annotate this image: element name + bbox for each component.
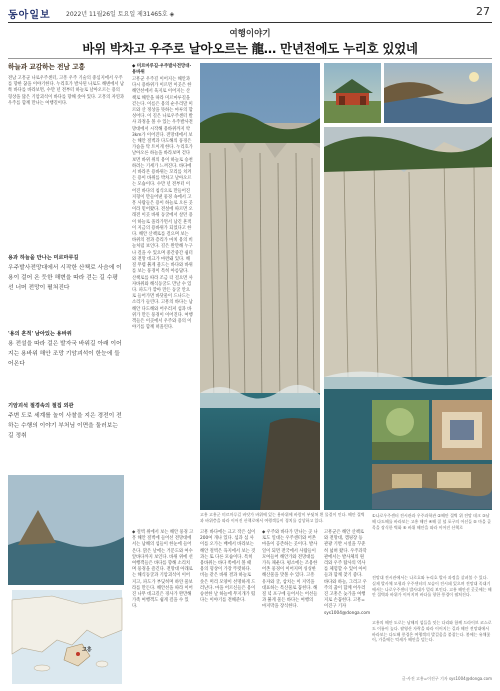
sidebar-block2-text: 용 전설을 따라 걸은 발자국 바위길 아래 이어지는 용바위 해안 조망 기암괴석이 한눈에 들어온다 xyxy=(8,341,122,367)
small-photo-3 xyxy=(372,464,492,509)
small-photo-3-illustration xyxy=(372,464,492,509)
coast-illustration xyxy=(384,63,492,123)
sidebar-block1-text: 우주발사전망대에서 시작한 산책로 사슴에 이 용이 걸어 온 듯한 해변을 따라 걷는 길 수평선 너머 전망이 펼쳐진다 xyxy=(8,265,122,291)
main-photo-illustration xyxy=(200,63,320,510)
article-col2-text: 고흥군 우주길 이어지는 해안과 다시 용바위가 이르면 이곳은 한 해안선에서 육지로 이어지는 산책로 해안을 따라 미르마루길을 걷는다. 이름은 용의 순우리말 미르와 산 정상을 뜻하는 마루의 합성어다. 이 길은 나로우주센터 발사 과정을 볼 수 있는 우주발사전망대에서 시작해 용바위까지 약 3km가 이어진다. 전망대에서 보는 해안 절벽과 다도해의 풍경은 가슴을 탁 트이게 한다. 누리호가 날아오른 하늘을 바라보며 걷다 보면 바위 위의 용이 하늘로 승천하려는 기세가 느껴진다. 바다에서 바라본 용바위는 꼬리를 치켜든 용이 바위를 박차고 날아오르는 모습이다. 수만 년 전부터 이어진 바다의 침식으로 만들어진 지형이 만들어낸 풍경 속에서 고흥 사람들은 용이 하늘로 오른 곳이라 믿어왔다. 전설에 따르면 오래전 이곳 바위 동굴에서 살던 용이 하늘로 올라가면서 남긴 흔적이 지금의 용바위가 되었다고 한다. 해안 산책로를 걸으며 보는 바위의 결과 층리가 마치 용의 비늘처럼 보인다. 길은 완만해 누구나 걸을 수 있으며 중간중간 쉼터와 전망 데크가 마련돼 있다. 해 질 무렵 붉게 물드는 바다와 바위를 보는 풍경이 특히 아름답다. 산책로를 따라 조금 더 걸으면 사자바위와 해식동굴도 만날 수 있다. 파도가 깎아 만든 동굴 안으로 들어가면 바닷물이 드나드는 소리가 들린다. 고흥의 바다는 남해안 다도해와 어우러져 섬과 바위가 만든 풍경이 이어진다. 여행객들은 이곳에서 우주와 용의 이야기를 함께 떠올린다. xyxy=(132,77,193,331)
bottom-column-2: 고흥 바다에는 크고 작은 섬이 200여 개나 있다. 섬과 섬 사이를 오가는 배에서 바라보는 해안 절벽은 육지에서 보는 것과는 또 다른 모습이다. 특히 용바위는 바다 쪽에서 볼 때 용의 형상이 가장 뚜렷하다. 비늘 같은 바위 결과 하늘로 솟은 머리 모양이 선명하게 드러난다. 마을 어르신들은 용이 승천한 날 하늘에 무지개가 떴다는 이야기를 전해준다. xyxy=(200,530,256,604)
sidebar-block3-heading: 기암괴석 절경속의 절집 외관 xyxy=(8,403,74,409)
masthead xyxy=(8,5,492,21)
sidebar-block1-heading: 용과 하늘을 만나는 미르마루길 xyxy=(8,255,79,261)
top-rule xyxy=(8,22,492,23)
sidebar-intro: 전남 고흥군 나로우주센터, 고흥 우주 기술의 중심지에서 우주를 향한 꿈을 이야기한다. 누리호가 발사된 나로도 해변에서 남쪽 바다를 바라보면, 수만 년 전부터 하늘로 날아오르는 용의 형상을 닮은 기암괴석이 바다를 향해 솟아 있다. 고흥의 자연과 우주를 함께 만나는 여행길이다. xyxy=(8,76,125,106)
bottom-column-4: 고흥군은 해안 산책로와 전망대, 캠핑장 등 관광 기반 시설을 꾸준히 넓혀 왔다. 우주과학관에서는 발사체의 원리와 우주 탐사의 역사를 체험할 수 있어 아이들과 함께 찾기 좋다. 바다와 하늘, 그리고 우주의 꿈이 함께 어우러진 고흥은 늦가을 여행지로 손꼽힌다. 고흥=이진구 기자 sys1004@donga.com xyxy=(324,530,371,616)
article-column-2 xyxy=(132,63,194,331)
sidebar-photo-illustration xyxy=(8,475,124,585)
sidebar-title: 하늘과 교감하는 전남 고흥 xyxy=(8,63,85,71)
map-illustration xyxy=(12,590,122,684)
sidebar-block3-text: 주변 도로 세계를 놀이 사찰을 지은 경전이 전하는 수행의 이야기 부처님 이면을 둘러보는 길 정취 xyxy=(8,413,122,439)
temple-illustration xyxy=(324,63,381,123)
byline-footer: 글·사진 고흥=이진구 기자 sys1004@donga.com xyxy=(401,676,492,681)
bottom-column-1: ◆ 절벽 위에서 보는 해안 풍경 고흥 해안 절벽에 들어선 전망대에서는 남해의 섬들이 한눈에 들어온다. 맑은 날에는 거문도와 여수 앞바다까지 보인다. 바위 위에 선 여행객들은 바다를 향해 소리치며 풍경을 즐긴다. 전망대 아래로는 해식동굴과 기암괴석이 이어지고, 파도가 부딪히며 하얀 물보라를 만든다. 해안선을 따라 이어진 나무 데크길은 경사가 완만해 가족 여행객도 쉽게 걸을 수 있다. xyxy=(132,530,194,610)
sidebar-block2-heading: '용의 흔적' 남아있는 용바위 xyxy=(8,331,72,337)
bottom-column-3: ◆ 우주와 바다가 만나는 곳 나로도 일대는 우주센터와 어촌 마을이 공존하는 곳이다. 발사일이 되면 전국에서 사람들이 모여들어 해안가와 전망대를 가득 채운다. 평소에는 조용한 어촌 풍경이 이어지며 싱싱한 해산물을 맛볼 수 있다. 고흥 유자와 굴, 삼치는 이 지역을 대표하는 특산물로 꼽힌다. 해 질 녘 포구에 들어서는 어선들과 붉게 물든 바다는 여행의 마지막을 장식한다. xyxy=(262,530,318,610)
col4-text: 고흥의 해안 도로는 남해의 섬들을 잇는 다리와 함께 드라이브 코스로도 이름이 높다. 팔영산 자락을 따라 이어지는 길과 해안 전망대에서 바라보는 다도해 풍경은 여행객의 발걸음을 붙잡는다. 봄에는 유채꽃이, 가을에는 억새가 해안을 덮는다. xyxy=(372,620,492,643)
article-subhead: ◆ 미르마루길·우주발사전망대·용바위 xyxy=(132,64,192,75)
sidebar-block-2 xyxy=(8,330,123,396)
map-label: 고흥 xyxy=(82,647,92,653)
small-photo-1-illustration xyxy=(372,400,429,460)
sidebar-title-block xyxy=(8,63,125,135)
small-photo-2-illustration xyxy=(432,400,492,460)
sidebar-block-3 xyxy=(8,402,123,468)
headline: 바위 박차고 우주로 날아오르는 龍… 만년전에도 누리호 있었네 xyxy=(82,41,418,56)
small-photo-1 xyxy=(372,400,429,460)
page-number: 27 xyxy=(476,5,490,18)
sidebar-photo xyxy=(8,475,124,585)
region-map xyxy=(12,590,122,684)
col3-text: 전망대 전시관에서는 나로호와 누리호 발사 과정을 살펴볼 수 있다. 실제 발사체 모형과 우주센터의 모습이 전시돼 있으며 전망대 꼭대기에서는 나로우주센터 발사대가 멀리 보인다. 고흥 해안선 곳곳에는 해안 절벽과 바위가 이어지며 바다를 향한 풍경이 펼쳐진다. xyxy=(372,575,492,598)
main-photo xyxy=(200,63,320,510)
section-title: 여행이야기 xyxy=(229,29,271,39)
dateline: 2022년 11월26일 토요일 제31465호 ◈ xyxy=(66,11,175,18)
coast-view-photo xyxy=(384,63,492,123)
temple-photo xyxy=(324,63,381,123)
newspaper-logo: 동아일보 xyxy=(8,10,51,21)
main-photo-caption: 고흥 고흥군 미르마루길 바닷가 바위에 있는 용바위에 바람이 부딪쳐 흰 물결이 인다. 해안 절벽과 바위층을 따라 이어진 산책로에서 여행객들이 경치를 감상하고 있다. xyxy=(200,512,365,523)
sidebar-block-1 xyxy=(8,254,123,320)
small-photo-2 xyxy=(432,400,492,460)
photo-captions-right: ①나로우주센터 전시관과 우주과학관 ②해안 절벽 위 전망 데크 ③남해 다도해를 바라보는 고흥 해안 ④해 질 녘 포구의 어선들 ⑤ 마을 골목을 장식한 벽화 ⑥ 바위 해안을 따라 이어진 산책로 xyxy=(372,513,492,530)
headline-rule xyxy=(8,58,492,59)
